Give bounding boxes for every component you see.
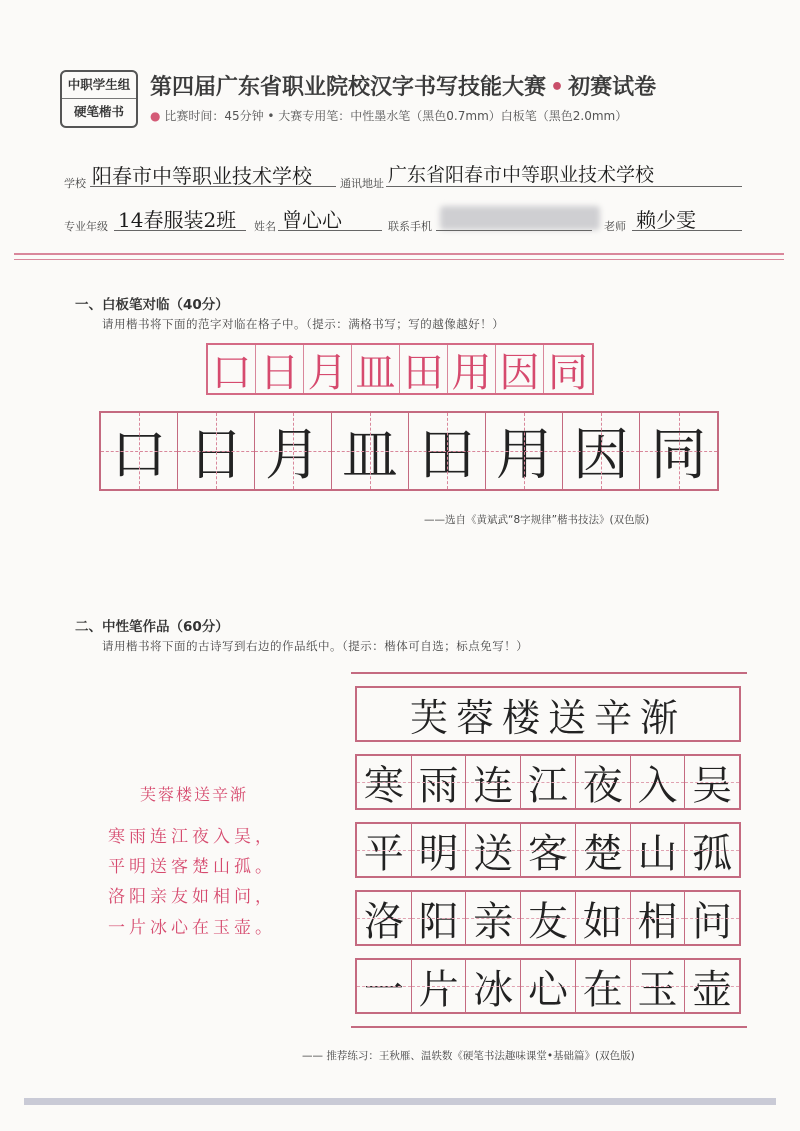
work-cell[interactable]: 江: [521, 756, 576, 808]
work-row: [355, 754, 741, 810]
model-char: 日: [256, 345, 304, 393]
bullet-icon: ●: [150, 109, 161, 123]
teacher-underline: [632, 230, 742, 231]
poem-line: 寒雨连江夜入吴，: [108, 827, 276, 847]
section2-credit: —— 推荐练习：王秋雁、温轶数《硬笔书法趣味课堂•基础篇》(双色版): [302, 1050, 635, 1062]
work-row: [355, 890, 741, 946]
model-char: 月: [304, 345, 352, 393]
teacher-value[interactable]: 赖少雯: [636, 208, 696, 232]
group-badge: [60, 70, 138, 128]
model-char-row: [206, 343, 594, 395]
badge-group: 中职学生组: [62, 72, 136, 99]
model-char: 用: [448, 345, 496, 393]
work-cell[interactable]: 冰: [466, 960, 521, 1012]
practice-cell[interactable]: 月: [255, 413, 332, 489]
badge-category: 硬笔楷书: [73, 104, 124, 119]
page-subtitle: [150, 107, 627, 124]
school-value[interactable]: 阳春市中等职业技术学校: [92, 164, 312, 188]
teacher-label: 老师: [604, 220, 626, 233]
section1-instruction: 请用楷书将下面的范字对临在格子中。（提示：满格书写；写的越像越好！）: [102, 317, 505, 331]
work-cell[interactable]: 友: [521, 892, 576, 944]
work-cell[interactable]: 一: [357, 960, 412, 1012]
practice-cell[interactable]: 口: [101, 413, 178, 489]
work-cell[interactable]: 山: [631, 824, 686, 876]
practice-cell[interactable]: 皿: [332, 413, 409, 489]
name-value[interactable]: 曾心心: [282, 208, 342, 232]
work-sheet: [351, 672, 747, 1028]
work-cell[interactable]: 亲: [466, 892, 521, 944]
model-char: 同: [548, 349, 588, 396]
work-cell[interactable]: 问: [685, 892, 739, 944]
work-cell[interactable]: 明: [412, 824, 467, 876]
section1-title: 一、白板笔对临（40分）: [75, 297, 229, 313]
model-char: 皿: [352, 345, 400, 393]
work-cell[interactable]: 连: [466, 756, 521, 808]
work-cell[interactable]: 如: [576, 892, 631, 944]
practice-cell[interactable]: 田: [409, 413, 486, 489]
work-cell[interactable]: 阳: [412, 892, 467, 944]
work-title-box[interactable]: 芙蓉楼送辛渐: [355, 686, 741, 742]
poem-line: 洛阳亲友如相问，: [108, 887, 276, 907]
work-cell[interactable]: 寒: [357, 756, 412, 808]
work-cell[interactable]: 孤: [685, 824, 739, 876]
work-cell[interactable]: 入: [631, 756, 686, 808]
name-underline: [278, 230, 382, 231]
name-label: 姓名: [254, 220, 276, 233]
class-value[interactable]: 14春服装2班: [118, 208, 237, 232]
section1-credit: ——选自《黄斌武“8字规律”楷书技法》(双色版): [424, 514, 650, 526]
header-divider: [14, 253, 784, 255]
work-row: [355, 958, 741, 1014]
phone-redacted: [440, 206, 600, 230]
work-cell[interactable]: 夜: [576, 756, 631, 808]
poem-title: 芙蓉楼送辛渐: [140, 785, 249, 804]
address-value[interactable]: 广东省阳春市中等职业技术学校: [388, 164, 655, 186]
work-cell[interactable]: 在: [576, 960, 631, 1012]
work-cell[interactable]: 吴: [685, 756, 739, 808]
title-tail: 初赛试卷: [568, 75, 657, 100]
work-cell[interactable]: 楚: [576, 824, 631, 876]
work-cell[interactable]: 雨: [412, 756, 467, 808]
model-char: 田: [400, 345, 448, 393]
sheet-top-border: [351, 672, 747, 674]
address-underline: [386, 186, 742, 187]
title-main: 第四届广东省职业院校汉字书写技能大赛: [150, 75, 547, 100]
page-title: [150, 70, 656, 101]
phone-label: 联系手机: [388, 220, 432, 233]
practice-cell[interactable]: 同: [640, 413, 717, 489]
class-label: 专业年级: [64, 220, 108, 233]
work-cell[interactable]: 平: [357, 824, 412, 876]
practice-cell[interactable]: 日: [178, 413, 255, 489]
section2-title: 二、中性笔作品（60分）: [75, 619, 229, 635]
model-char: 因: [496, 345, 544, 393]
work-cell[interactable]: 送: [466, 824, 521, 876]
work-cell[interactable]: 壶: [685, 960, 739, 1012]
practice-cell[interactable]: 因: [563, 413, 640, 489]
subtitle-text: 比赛时间：45分钟 • 大赛专用笔：中性墨水笔（黑色0.7mm）白板笔（黑色2.0mm）: [164, 109, 628, 123]
school-label: 学校: [64, 177, 86, 190]
class-underline: [114, 230, 246, 231]
school-underline: [90, 186, 336, 187]
poem-line: 平明送客楚山孤。: [108, 857, 276, 877]
work-cell[interactable]: 客: [521, 824, 576, 876]
title-separator: •: [550, 75, 565, 100]
work-cell[interactable]: 洛: [357, 892, 412, 944]
practice-grid-row: [99, 411, 719, 491]
work-cell[interactable]: 玉: [631, 960, 686, 1012]
work-cell[interactable]: 相: [631, 892, 686, 944]
work-cell[interactable]: 片: [412, 960, 467, 1012]
work-row: [355, 822, 741, 878]
footer-bar: [24, 1098, 776, 1105]
practice-cell[interactable]: 用: [486, 413, 563, 489]
model-char: 口: [208, 345, 256, 393]
phone-underline: [436, 230, 592, 231]
address-label: 通讯地址: [340, 177, 384, 190]
sheet-bottom-border: [351, 1026, 747, 1028]
header-divider-thin: [14, 259, 784, 260]
poem-line: 一片冰心在玉壶。: [108, 918, 276, 938]
work-cell[interactable]: 心: [521, 960, 576, 1012]
section2-instruction: 请用楷书将下面的古诗写到右边的作品纸中。（提示：楷体可自选；标点免写！）: [102, 639, 529, 653]
